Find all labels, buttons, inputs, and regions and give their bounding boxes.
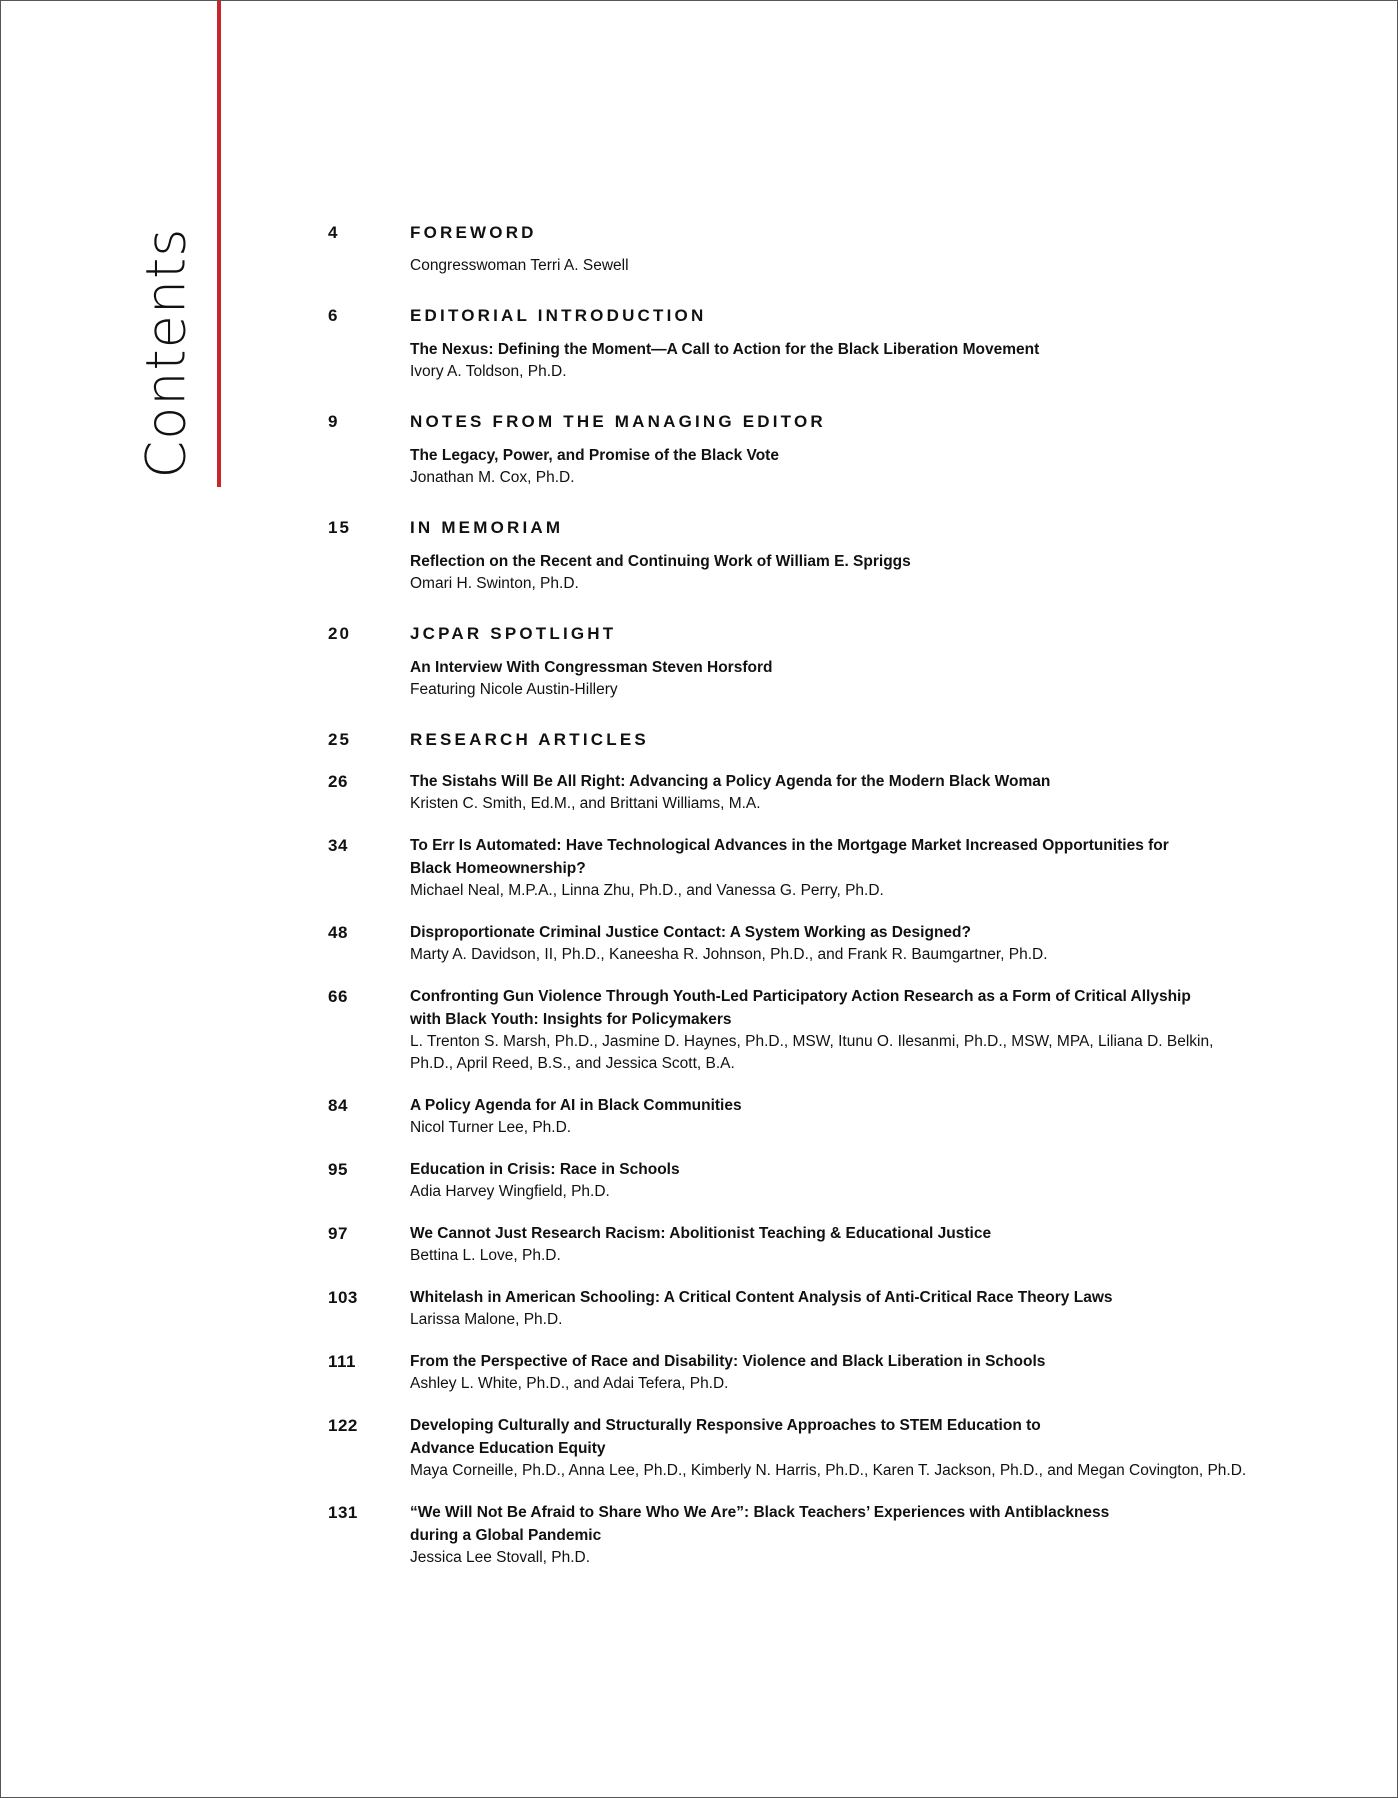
toc-section (328, 306, 1328, 383)
article-entry (328, 834, 1328, 902)
section-heading (328, 412, 1328, 432)
article-title: Confronting Gun Violence Through Youth-Led Participatory Action Research as a Form of Critical Allyship with Black Youth: Insights for Policymakers (410, 988, 1191, 1028)
article-title: The Sistahs Will Be All Right: Advancing a Policy Agenda for the Modern Black Woman (410, 773, 1051, 790)
section-page-number: 20 (328, 624, 351, 643)
article-body (410, 834, 1328, 902)
article-entry (328, 921, 1328, 966)
section-body (410, 656, 1328, 701)
article-page-number: 131 (328, 1503, 358, 1522)
article-authors: Ashley L. White, Ph.D., and Adai Tefera, Ph.D. (410, 1375, 729, 1392)
toc-section (328, 624, 1328, 701)
entry-title: The Nexus: Defining the Moment—A Call to Action for the Black Liberation Movement (410, 341, 1040, 358)
section-title: JCPAR SPOTLIGHT (410, 624, 617, 643)
article-body (410, 1350, 1328, 1395)
article-list (328, 770, 1328, 1569)
section-title: RESEARCH ARTICLES (410, 730, 649, 749)
article-body (410, 1414, 1328, 1482)
section-body (410, 338, 1328, 383)
section-page-number: 25 (328, 730, 351, 749)
article-entry (328, 1158, 1328, 1203)
article-entry (328, 1501, 1328, 1569)
article-authors: Maya Corneille, Ph.D., Anna Lee, Ph.D., Kimberly N. Harris, Ph.D., Karen T. Jackson, Ph.D., and Megan Covington, Ph.D. (410, 1462, 1247, 1479)
entry-author: Featuring Nicole Austin-Hillery (410, 681, 618, 698)
section-body (410, 550, 1328, 595)
section-heading (328, 518, 1328, 538)
article-title: Disproportionate Criminal Justice Contact: A System Working as Designed? (410, 924, 971, 941)
toc-section (328, 412, 1328, 489)
entry-author: Congresswoman Terri A. Sewell (410, 257, 629, 274)
table-of-contents (328, 223, 1328, 1588)
toc-section (328, 223, 1328, 277)
section-page-number: 9 (328, 412, 340, 431)
section-body (410, 444, 1328, 489)
article-page-number: 95 (328, 1160, 348, 1179)
section-page-number: 4 (328, 223, 340, 242)
article-body (410, 1158, 1328, 1203)
section-page-number: 6 (328, 306, 340, 325)
article-authors: Larissa Malone, Ph.D. (410, 1311, 563, 1328)
entry-title: The Legacy, Power, and Promise of the Black Vote (410, 447, 779, 464)
article-page-number: 103 (328, 1288, 358, 1307)
section-title: EDITORIAL INTRODUCTION (410, 306, 707, 325)
article-body (410, 921, 1328, 966)
red-vertical-rule (217, 1, 221, 487)
article-page-number: 97 (328, 1224, 348, 1243)
article-body (410, 1501, 1328, 1569)
section-title: NOTES FROM THE MANAGING EDITOR (410, 412, 826, 431)
article-page-number: 34 (328, 836, 348, 855)
article-page-number: 122 (328, 1416, 358, 1435)
article-title: We Cannot Just Research Racism: Abolitionist Teaching & Educational Justice (410, 1225, 992, 1242)
article-title: To Err Is Automated: Have Technological Advances in the Mortgage Market Increased Opportunities for Black Homeownership? (410, 837, 1169, 877)
article-page-number: 66 (328, 987, 348, 1006)
toc-section (328, 518, 1328, 595)
section-page-number: 15 (328, 518, 351, 537)
contents-heading: Contents (134, 227, 198, 479)
article-authors: Adia Harvey Wingfield, Ph.D. (410, 1183, 610, 1200)
article-body (410, 1286, 1328, 1331)
section-title: IN MEMORIAM (410, 518, 564, 537)
entry-author: Omari H. Swinton, Ph.D. (410, 575, 579, 592)
article-body (410, 1094, 1328, 1139)
section-title: FOREWORD (410, 223, 537, 242)
entry-title: An Interview With Congressman Steven Horsford (410, 659, 773, 676)
article-body (410, 985, 1328, 1075)
article-page-number: 48 (328, 923, 348, 942)
article-body (410, 1222, 1328, 1267)
article-page-number: 111 (328, 1352, 356, 1371)
entry-author: Ivory A. Toldson, Ph.D. (410, 363, 567, 380)
entry-author: Jonathan M. Cox, Ph.D. (410, 469, 575, 486)
article-entry (328, 985, 1328, 1075)
article-entry (328, 1286, 1328, 1331)
article-entry (328, 770, 1328, 815)
article-title: “We Will Not Be Afraid to Share Who We Are”: Black Teachers’ Experiences with Antiblackness during a Global Pandemic (410, 1504, 1110, 1544)
section-heading (328, 223, 1328, 243)
article-entry (328, 1414, 1328, 1482)
section-heading (328, 306, 1328, 326)
article-authors: Nicol Turner Lee, Ph.D. (410, 1119, 572, 1136)
article-title: Whitelash in American Schooling: A Critical Content Analysis of Anti-Critical Race Theory Laws (410, 1289, 1113, 1306)
article-entry (328, 1350, 1328, 1395)
article-authors: Jessica Lee Stovall, Ph.D. (410, 1549, 591, 1566)
research-articles-heading (328, 730, 1328, 750)
article-authors: Kristen C. Smith, Ed.M., and Brittani Williams, M.A. (410, 795, 761, 812)
article-authors: Michael Neal, M.P.A., Linna Zhu, Ph.D., and Vanessa G. Perry, Ph.D. (410, 882, 884, 899)
article-page-number: 84 (328, 1096, 348, 1115)
section-heading (328, 624, 1328, 644)
article-title: A Policy Agenda for AI in Black Communities (410, 1097, 742, 1114)
entry-title: Reflection on the Recent and Continuing Work of William E. Spriggs (410, 553, 911, 570)
article-entry (328, 1222, 1328, 1267)
article-authors: Bettina L. Love, Ph.D. (410, 1247, 561, 1264)
article-entry (328, 1094, 1328, 1139)
article-authors: Marty A. Davidson, II, Ph.D., Kaneesha R. Johnson, Ph.D., and Frank R. Baumgartner, Ph.D. (410, 946, 1048, 963)
article-authors: L. Trenton S. Marsh, Ph.D., Jasmine D. Haynes, Ph.D., MSW, Itunu O. Ilesanmi, Ph.D., MSW, MPA, Liliana D. Belkin, Ph.D., April Reed, B.S., and Jessica Scott, B.A. (410, 1033, 1214, 1072)
article-body (410, 770, 1328, 815)
section-body (410, 255, 1328, 277)
article-title: Developing Culturally and Structurally Responsive Approaches to STEM Education to Advance Education Equity (410, 1417, 1041, 1457)
article-title: Education in Crisis: Race in Schools (410, 1161, 680, 1178)
article-page-number: 26 (328, 772, 348, 791)
article-title: From the Perspective of Race and Disability: Violence and Black Liberation in Schools (410, 1353, 1046, 1370)
